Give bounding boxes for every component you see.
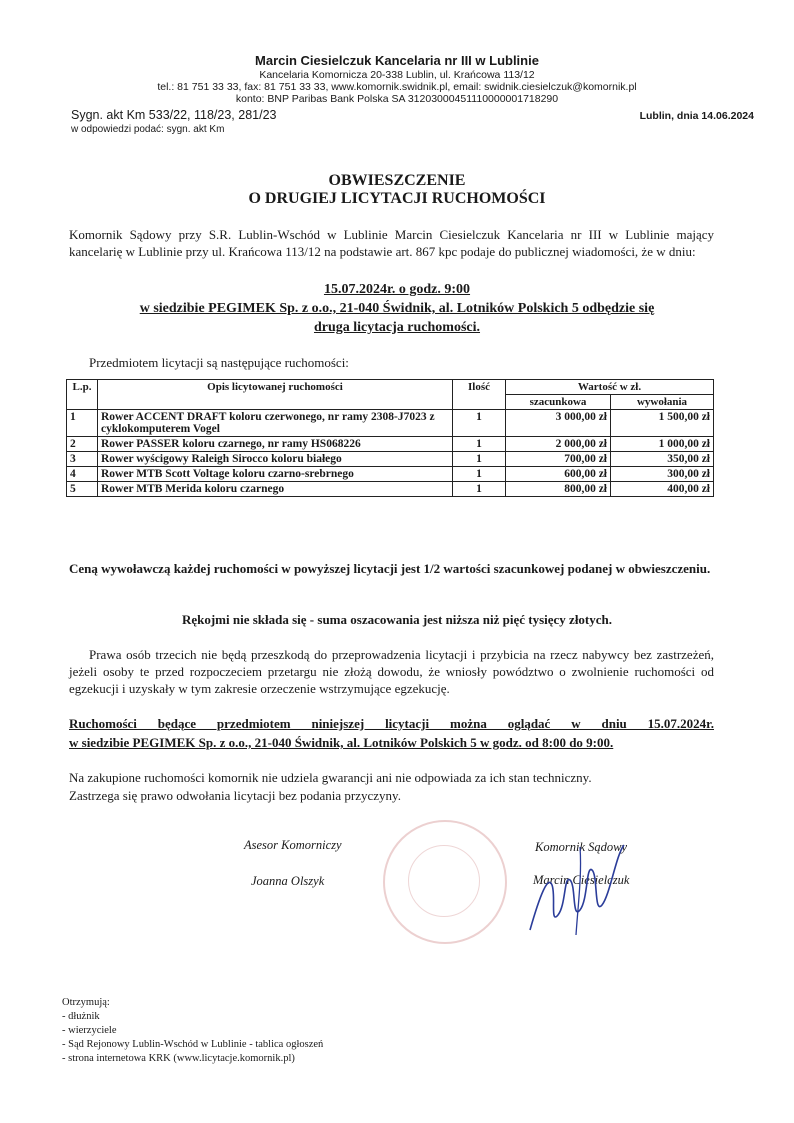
table-row bbox=[67, 437, 714, 452]
header-lp: L.p. bbox=[67, 380, 98, 410]
items-intro: Przedmiotem licytacji są następujące ruchomości: bbox=[89, 355, 349, 370]
row-starting-price: 1 500,00 zł bbox=[611, 410, 714, 437]
office-contacts: tel.: 81 751 33 33, fax: 81 751 33 33, www.komornik.swidnik.pl, email: swidnik.ciesielczuk@komornik.pl bbox=[157, 81, 637, 93]
office-bank-account: konto: BNP Paribas Bank Polska SA 31203000451110000001718290 bbox=[235, 93, 559, 105]
recipients-heading: Otrzymują: bbox=[62, 997, 110, 1008]
document-title: OBWIESZCZENIE bbox=[328, 172, 466, 189]
cancel-note: Zastrzega się prawo odwołania licytacji bez podania przyczyny. bbox=[69, 788, 401, 803]
case-reference: Sygn. akt Km 533/22, 118/23, 281/23 bbox=[71, 108, 277, 122]
handwritten-signature bbox=[520, 835, 650, 940]
office-name: Marcin Ciesielczuk Kancelaria nr III w Lublinie bbox=[255, 53, 539, 68]
auction-datetime: 15.07.2024r. o godz. 9:00 bbox=[323, 282, 471, 297]
row-quantity: 1 bbox=[453, 482, 506, 497]
row-quantity: 1 bbox=[453, 467, 506, 482]
row-description: Rower ACCENT DRAFT koloru czerwonego, nr ramy 2308-J7023 z cyklokomputerem Vogel bbox=[98, 410, 453, 437]
document-date: Lublin, dnia 14.06.2024 bbox=[639, 110, 754, 122]
row-lp: 4 bbox=[67, 467, 98, 482]
price-note: Ceną wywoławczą każdej ruchomości w powyższej licytacji jest 1/2 wartości szacunkowej podanej w obwieszczeniu. bbox=[69, 561, 711, 576]
assessor-role: Asesor Komorniczy bbox=[244, 838, 342, 852]
row-starting-price: 300,00 zł bbox=[611, 467, 714, 482]
third-party-note: Prawa osób trzecich nie będą przeszkodą do przeprowadzenia licytacji i przybicia na rzecz nabywcy bez zastrzeżeń, jeżeli osoby te przed rozpoczeciem przetargu nie złożą dowodu, że wniosły powództwo o zwolnienie ruchomości od egzekucji i uzyskały w tym zakresie orzeczenie wstrzymujące egzekucję. bbox=[69, 647, 714, 696]
header-estimate: szacunkowa bbox=[506, 395, 611, 410]
document-subtitle: O DRUGIEJ LICYTACJI RUCHOMOŚCI bbox=[248, 190, 546, 207]
table-row bbox=[67, 482, 714, 497]
header-value: Wartość w zł. bbox=[506, 380, 714, 395]
header-quantity: Ilość bbox=[453, 380, 506, 410]
row-estimate: 3 000,00 zł bbox=[506, 410, 611, 437]
bailiff-role: Komornik Sądowy bbox=[535, 840, 628, 854]
table-row bbox=[67, 452, 714, 467]
row-description: Rower MTB Merida koloru czarnego bbox=[98, 482, 453, 497]
row-starting-price: 1 000,00 zł bbox=[611, 437, 714, 452]
recipient-item: - wierzyciele bbox=[62, 1025, 117, 1036]
row-lp: 2 bbox=[67, 437, 98, 452]
row-description: Rower wyścigowy Raleigh Sirocco koloru białego bbox=[98, 452, 453, 467]
header-description: Opis licytowanej ruchomości bbox=[98, 380, 453, 410]
row-estimate: 800,00 zł bbox=[506, 482, 611, 497]
row-lp: 1 bbox=[67, 410, 98, 437]
row-lp: 5 bbox=[67, 482, 98, 497]
row-description: Rower MTB Scott Voltage koloru czarno-srebrnego bbox=[98, 467, 453, 482]
row-estimate: 2 000,00 zł bbox=[506, 437, 611, 452]
row-lp: 3 bbox=[67, 452, 98, 467]
row-starting-price: 400,00 zł bbox=[611, 482, 714, 497]
viewing-line-2: w siedzibie PEGIMEK Sp. z o.o., 21-040 Świdnik, al. Lotników Polskich 5 w godz. od 8:00 do 9:00. bbox=[69, 735, 614, 750]
auction-location: w siedzibie PEGIMEK Sp. z o.o., 21-040 Świdnik, al. Lotników Polskich 5 odbędzie się bbox=[139, 301, 655, 316]
row-quantity: 1 bbox=[453, 452, 506, 467]
row-starting-price: 350,00 zł bbox=[611, 452, 714, 467]
row-quantity: 1 bbox=[453, 437, 506, 452]
row-description: Rower PASSER koloru czarnego, nr ramy HS068226 bbox=[98, 437, 453, 452]
reply-reference: w odpowiedzi podać: sygn. akt Km bbox=[71, 124, 225, 135]
deposit-note: Rękojmi nie składa się - suma oszacowania jest niższa niż pięć tysięcy złotych. bbox=[181, 612, 613, 627]
row-estimate: 700,00 zł bbox=[506, 452, 611, 467]
viewing-line-1: Ruchomości będące przedmiotem niniejszej licytacji można oglądać w dniu 15.07.2024r. bbox=[69, 716, 714, 731]
recipient-item: - Sąd Rejonowy Lublin-Wschód w Lublinie - tablica ogłoszeń bbox=[62, 1039, 324, 1050]
assessor-name: Joanna Olszyk bbox=[251, 874, 325, 888]
items-table bbox=[66, 379, 714, 497]
office-address: Kancelaria Komornicza 20-338 Lublin, ul. Krańcowa 113/12 bbox=[259, 69, 535, 81]
table-row bbox=[67, 467, 714, 482]
table-row bbox=[67, 410, 714, 437]
recipient-item: - strona internetowa KRK (www.licytacje.komornik.pl) bbox=[62, 1053, 295, 1064]
intro-paragraph: Komornik Sądowy przy S.R. Lublin-Wschód w Lublinie Marcin Ciesielczuk Kancelaria nr III w Lublinie mający kancelarię w Lublinie przy ul. Krańcowa 113/12 na podstawie art. 867 kpc podaje do publicznej wiadomości, że w dniu: bbox=[69, 227, 714, 259]
recipient-item: - dłużnik bbox=[62, 1011, 100, 1022]
row-quantity: 1 bbox=[453, 410, 506, 437]
auction-subject: druga licytacja ruchomości. bbox=[313, 320, 481, 335]
header-starting-price: wywołania bbox=[611, 395, 714, 410]
warranty-note: Na zakupione ruchomości komornik nie udziela gwarancji ani nie odpowiada za ich stan techniczny. bbox=[69, 770, 592, 785]
bailiff-name: Marcin Ciesielczuk bbox=[533, 873, 630, 887]
official-seal-inner bbox=[408, 845, 480, 917]
row-estimate: 600,00 zł bbox=[506, 467, 611, 482]
